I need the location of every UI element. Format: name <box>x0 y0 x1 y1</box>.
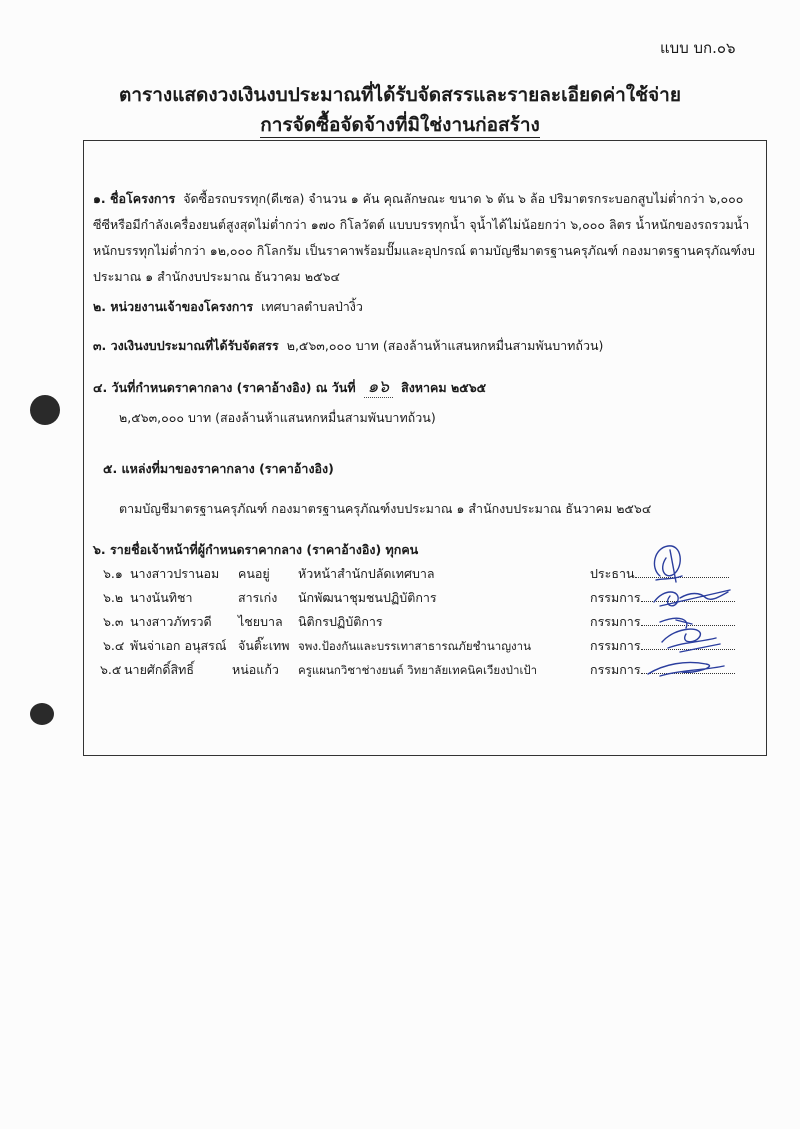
member-position: ครูแผนกวิชาช่างยนต์ วิทยาลัยเทคนิคเวียงป่าเป้า <box>298 663 538 677</box>
section4-amount: ๒,๕๖๓,๐๐๐ บาท (สองล้านห้าแสนหกหมื่นสามพันบาทถ้วน) <box>119 410 436 425</box>
member-no: ๖.๔ <box>103 638 125 653</box>
member-first-name: นายศักดิ์สิทธิ์ <box>124 662 195 677</box>
member-position: นักพัฒนาชุมชนปฏิบัติการ <box>298 590 437 605</box>
member-last-name: ไชยบาล <box>238 614 283 629</box>
section2-label: ๒. หน่วยงานเจ้าของโครงการ <box>93 299 254 314</box>
member-first-name: พันจ่าเอก อนุสรณ์ <box>130 638 227 653</box>
member-position: จพง.ป้องกันและบรรเทาสาธารณภัยชำนาญงาน <box>298 639 531 653</box>
member-no: ๖.๑ <box>103 566 123 581</box>
section5-text: ตามบัญชีมาตรฐานครุภัณฑ์ กองมาตรฐานครุภัณฑ์งบประมาณ ๑ สำนักงบประมาณ ธันวาคม ๒๕๖๔ <box>119 501 652 516</box>
member-last-name: คนอยู่ <box>238 566 270 581</box>
document-title: ตารางแสดงวงเงินงบประมาณที่ได้รับจัดสรรและรายละเอียดค่าใช้จ่าย <box>119 84 681 106</box>
document-subtitle <box>0 110 800 140</box>
section4-day: ๑๖ <box>364 377 394 398</box>
member-first-name: นางสาวภัทรวดี <box>130 614 212 629</box>
member-no: ๖.๕ <box>100 662 122 677</box>
member-last-name: สารเก่ง <box>238 590 278 605</box>
document-subtitle-text: การจัดซื้อจัดจ้างที่มิใช่งานก่อสร้าง <box>260 114 540 136</box>
section5-label: ๕. แหล่งที่มาของราคากลาง (ราคาอ้างอิง) <box>103 461 334 476</box>
member-last-name: จันติ๊ะเทพ <box>238 638 290 653</box>
member-no: ๖.๒ <box>103 590 124 605</box>
member-last-name: หน่อแก้ว <box>232 662 279 677</box>
section6-label: ๖. รายชื่อเจ้าหน้าที่ผู้กำหนดราคากลาง (ราคาอ้างอิง) ทุกคน <box>93 542 419 557</box>
section1-text: จัดซื้อรถบรรทุก(ดีเซล) จำนวน ๑ คัน คุณลักษณะ ขนาด ๖ ตัน ๖ ล้อ ปริมาตรกระบอกสูบไม่ต่ำกว่า ๖,๐๐๐ ซีซีหรือมีกำลังเครื่องยนต์สูงสุดไม่ต่ำกว่า ๑๗๐ กิโลวัตต์ แบบบรรทุกน้ำ จุน้ำได้ไม่น้อยกว่า ๖,๐๐๐ ลิตร น้ำหนักของรถรวมน้ำหนักบรรทุกไม่ต่ำกว่า ๑๒,๐๐๐ กิโลกรัม เป็นราคาพร้อมปั๊มและอุปกรณ์ ตามบัญชีมาตรฐานครุภัณฑ์ กองมาตรฐานครุภัณฑ์งบประมาณ ๑ สำนักงบประมาณ ธันวาคม ๒๕๖๔ <box>93 191 755 284</box>
member-position: นิติกรปฏิบัติการ <box>298 614 383 629</box>
member-no: ๖.๓ <box>103 614 124 629</box>
member-role-text: กรรมการ <box>590 590 641 605</box>
member-role-text: กรรมการ <box>590 638 641 653</box>
punch-hole <box>30 703 54 725</box>
section4-label: ๔. วันที่กำหนดราคากลาง (ราคาอ้างอิง) ณ วันที่ <box>93 380 356 395</box>
section-owner-agency <box>93 294 363 320</box>
section3-label: ๓. วงเงินงบประมาณที่ได้รับจัดสรร <box>93 338 279 353</box>
section2-text: เทศบาลตำบลป่างิ้ว <box>261 299 363 314</box>
section4-month-year: สิงหาคม ๒๕๖๕ <box>401 380 487 395</box>
handwritten-signatures <box>620 540 770 690</box>
member-role-text: กรรมการ <box>590 614 641 629</box>
section3-text: ๒,๕๖๓,๐๐๐ บาท (สองล้านห้าแสนหกหมื่นสามพันบาทถ้วน) <box>286 338 604 353</box>
member-role-text: ประธาน <box>590 566 635 581</box>
member-first-name: นางสาวปรานอม <box>130 566 220 581</box>
punch-hole <box>30 395 60 425</box>
member-position: หัวหน้าสำนักปลัดเทศบาล <box>298 566 435 581</box>
section-price-date <box>93 374 486 401</box>
section-budget <box>93 333 603 359</box>
section1-label: ๑. ชื่อโครงการ <box>93 191 176 206</box>
member-role-text: กรรมการ <box>590 662 641 677</box>
section-project-name <box>93 186 755 290</box>
form-code: แบบ บก.๐๖ <box>660 39 736 57</box>
member-first-name: นางนันทิชา <box>130 590 193 605</box>
